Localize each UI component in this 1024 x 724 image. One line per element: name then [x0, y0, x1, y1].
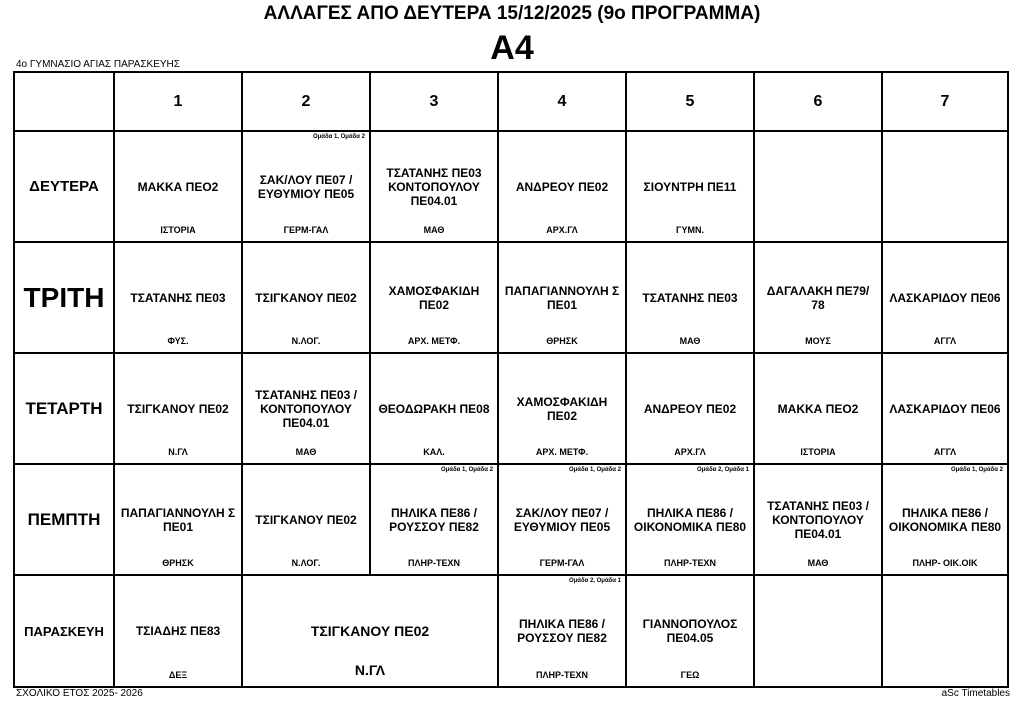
subject-name: ΑΡΧ.ΓΛ: [546, 225, 578, 235]
lesson-cell: [371, 243, 499, 354]
lesson-cell: [371, 465, 499, 576]
school-name: 4ο ΓΥΜΝΑΣΙΟ ΑΓΙΑΣ ΠΑΡΑΣΚΕΥΗΣ: [16, 59, 180, 70]
lesson-cell: [883, 576, 1007, 686]
lesson-cell: [499, 132, 627, 243]
lesson-cell: [883, 465, 1007, 576]
credit: aSc Timetables: [941, 688, 1010, 699]
teacher-name: [759, 156, 877, 217]
period-header: 5: [627, 73, 755, 132]
teacher-name: ΑΝΔΡΕΟΥ ΠΕ02: [515, 179, 609, 194]
subject-name: ΠΛΗΡ- ΟΙΚ.ΟΙΚ: [912, 558, 978, 568]
group-label: Ομάδα 2, Ομάδα 1: [696, 467, 749, 473]
subject-name: ΜΑΘ: [295, 447, 317, 457]
teacher-name: ΑΝΔΡΕΟΥ ΠΕ02: [643, 401, 737, 416]
teacher-name: ΤΣΙΑΔΗΣ ΠΕ83: [135, 624, 221, 638]
subject-name: Ν.ΛΟΓ.: [291, 336, 321, 346]
teacher-name: ΤΣΑΤΑΝΗΣ ΠΕ03: [642, 290, 738, 305]
teacher-name: ΛΑΣΚΑΡΙΔΟΥ ΠΕ06: [889, 401, 1001, 416]
lesson-cell: [243, 243, 371, 354]
lesson-cell: [883, 132, 1007, 243]
group-label: Ομάδα 1, Ομάδα 2: [568, 467, 621, 473]
class-name: Α4: [490, 29, 534, 67]
lesson-cell: [115, 132, 243, 243]
lesson-cell: [243, 354, 371, 465]
teacher-name: ΔΑΓΑΛΑΚΗ ΠΕ79/ 78: [766, 283, 870, 312]
teacher-name: ΧΑΜΟΣΦΑΚΙΔΗ ΠΕ02: [388, 283, 480, 312]
subject-name: Ν.ΛΟΓ.: [291, 558, 321, 568]
teacher-name: ΤΣΙΓΚΑΝΟΥ ΠΕ02: [310, 623, 430, 639]
subject-name: ΘΡΗΣΚ: [162, 558, 194, 568]
subject-name: ΠΛΗΡ-ΤΕΧΝ: [407, 558, 460, 568]
teacher-name: ΠΗΛΙΚΑ ΠΕ86 / ΟΙΚΟΝΟΜΙΚΑ ΠΕ80: [633, 505, 747, 534]
subject-name: ΜΑΘ: [423, 225, 445, 235]
timetable-grid: [13, 71, 1009, 688]
lesson-cell: [243, 132, 371, 243]
lesson-cell: [115, 576, 243, 686]
day-label: ΤΕΤΑΡΤΗ: [15, 354, 115, 465]
period-header: 1: [115, 73, 243, 132]
teacher-name: ΤΣΑΤΑΝΗΣ ΠΕ03: [130, 290, 226, 305]
teacher-name: [887, 600, 1003, 662]
subject-name: ΓΕΡΜ-ΓΑΛ: [283, 225, 329, 235]
teacher-name: ΤΣΙΓΚΑΝΟΥ ΠΕ02: [255, 512, 357, 527]
lesson-cell: [755, 465, 883, 576]
lesson-cell: [499, 243, 627, 354]
lesson-cell: [115, 243, 243, 354]
lesson-cell: [627, 576, 755, 686]
teacher-name: ΤΣΙΓΚΑΝΟΥ ΠΕ02: [255, 290, 357, 305]
lesson-cell: [627, 354, 755, 465]
lesson-cell: [627, 243, 755, 354]
teacher-name: ΤΣΙΓΚΑΝΟΥ ΠΕ02: [127, 401, 229, 416]
day-label: ΠΕΜΠΤΗ: [15, 465, 115, 576]
lesson-cell: [755, 132, 883, 243]
subject-name: ΑΡΧ. ΜΕΤΦ.: [407, 336, 461, 346]
lesson-cell: [755, 243, 883, 354]
subject-name: ΓΥΜΝ.: [676, 225, 704, 235]
school-year: ΣΧΟΛΙΚΟ ΕΤΟΣ 2025- 2026: [16, 688, 143, 699]
lesson-cell: [371, 132, 499, 243]
teacher-name: ΠΗΛΙΚΑ ΠΕ86 / ΡΟΥΣΣΟΥ ΠΕ82: [389, 505, 479, 534]
period-header: 3: [371, 73, 499, 132]
subject-name: ΠΛΗΡ-ΤΕΧΝ: [535, 670, 588, 680]
subject-name: ΔΕΞ: [168, 670, 188, 680]
subject-name: ΘΡΗΣΚ: [546, 336, 578, 346]
lesson-cell: [499, 465, 627, 576]
lesson-cell: [115, 354, 243, 465]
teacher-name: ΣΙΟΥΝΤΡΗ ΠΕ11: [643, 179, 737, 194]
group-label: Ομάδα 2, Ομάδα 1: [568, 578, 621, 584]
teacher-name: ΘΕΟΔΩΡΑΚΗ ΠΕ08: [378, 401, 490, 416]
lesson-cell: [627, 132, 755, 243]
teacher-name: ΜΑΚΚΑ ΠΕΟ2: [777, 401, 859, 416]
teacher-name: ΧΑΜΟΣΦΑΚΙΔΗ ΠΕ02: [516, 394, 608, 423]
subject-name: ΦΥΣ.: [167, 336, 189, 346]
day-label: ΤΡΙΤΗ: [15, 243, 115, 354]
period-header: 7: [883, 73, 1007, 132]
period-header: 6: [755, 73, 883, 132]
teacher-name: ΣΑΚ/ΛΟΥ ΠΕ07 / ΕΥΘΥΜΙΟΥ ΠΕ05: [257, 172, 355, 201]
subject-name: ΠΛΗΡ-ΤΕΧΝ: [663, 558, 716, 568]
lesson-cell: [499, 576, 627, 686]
lesson-cell: [371, 354, 499, 465]
subject-name: ΑΡΧ. ΜΕΤΦ.: [535, 447, 589, 457]
subject-name: ΙΣΤΟΡΙΑ: [160, 225, 196, 235]
teacher-name: [759, 600, 877, 662]
subject-name: Ν.ΓΛ: [354, 662, 386, 678]
group-label: Ομάδα 1, Ομάδα 2: [440, 467, 493, 473]
day-label: ΔΕΥΤΕΡΑ: [15, 132, 115, 243]
teacher-name: ΤΣΑΤΑΝΗΣ ΠΕ03 / ΚΟΝΤΟΠΟΥΛΟΥ ΠΕ04.01: [255, 387, 357, 430]
subject-name: ΓΕΩ: [680, 670, 700, 680]
subject-name: ΑΓΓΛ: [933, 447, 957, 457]
lesson-cell: [243, 465, 371, 576]
lesson-cell: [883, 354, 1007, 465]
subject-name: ΜΟΥΣ: [805, 336, 831, 346]
day-label: ΠΑΡΑΣΚΕΥΗ: [15, 576, 115, 686]
teacher-name: ΤΣΑΤΑΝΗΣ ΠΕ03 ΚΟΝΤΟΠΟΥΛΟΥ ΠΕ04.01: [386, 165, 482, 208]
subject-name: ΑΓΓΛ: [933, 336, 957, 346]
lesson-cell: [115, 465, 243, 576]
page-title: ΑΛΛΑΓΕΣ ΑΠΟ ΔΕΥΤΕΡΑ 15/12/2025 (9ο ΠΡΟΓΡΑΜΜΑ): [263, 3, 761, 24]
corner-cell: [15, 73, 115, 132]
teacher-name: ΓΙΑΝΝΟΠΟΥΛΟΣ ΠΕ04.05: [642, 617, 738, 645]
subject-name: ΚΑΛ.: [423, 447, 445, 457]
lesson-cell: [243, 576, 499, 686]
lesson-cell: [755, 354, 883, 465]
teacher-name: ΠΗΛΙΚΑ ΠΕ86 / ΡΟΥΣΣΟΥ ΠΕ82: [517, 617, 607, 645]
teacher-name: ΛΑΣΚΑΡΙΔΟΥ ΠΕ06: [889, 290, 1001, 305]
subject-name: ΑΡΧ.ΓΛ: [674, 447, 706, 457]
period-header: 4: [499, 73, 627, 132]
subject-name: ΜΑΘ: [807, 558, 829, 568]
teacher-name: ΠΑΠΑΓΙΑΝΝΟΥΛΗ Σ ΠΕ01: [504, 283, 620, 312]
lesson-cell: [627, 465, 755, 576]
group-label: Ομάδα 1, Ομάδα 2: [950, 467, 1003, 473]
period-header: 2: [243, 73, 371, 132]
teacher-name: ΠΑΠΑΓΙΑΝΝΟΥΛΗ Σ ΠΕ01: [120, 505, 236, 534]
teacher-name: ΠΗΛΙΚΑ ΠΕ86 / ΟΙΚΟΝΟΜΙΚΑ ΠΕ80: [888, 505, 1002, 534]
lesson-cell: [883, 243, 1007, 354]
lesson-cell: [755, 576, 883, 686]
subject-name: ΙΣΤΟΡΙΑ: [800, 447, 836, 457]
teacher-name: [887, 156, 1003, 217]
teacher-name: ΤΣΑΤΑΝΗΣ ΠΕ03 / ΚΟΝΤΟΠΟΥΛΟΥ ΠΕ04.01: [767, 498, 869, 541]
subject-name: Ν.ΓΛ: [168, 447, 188, 457]
teacher-name: ΣΑΚ/ΛΟΥ ΠΕ07 / ΕΥΘΥΜΙΟΥ ΠΕ05: [513, 505, 611, 534]
subject-name: ΜΑΘ: [679, 336, 701, 346]
group-label: Ομάδα 1, Ομάδα 2: [312, 134, 365, 140]
subject-name: ΓΕΡΜ-ΓΑΛ: [539, 558, 585, 568]
lesson-cell: [499, 354, 627, 465]
teacher-name: ΜΑΚΚΑ ΠΕΟ2: [137, 179, 219, 194]
